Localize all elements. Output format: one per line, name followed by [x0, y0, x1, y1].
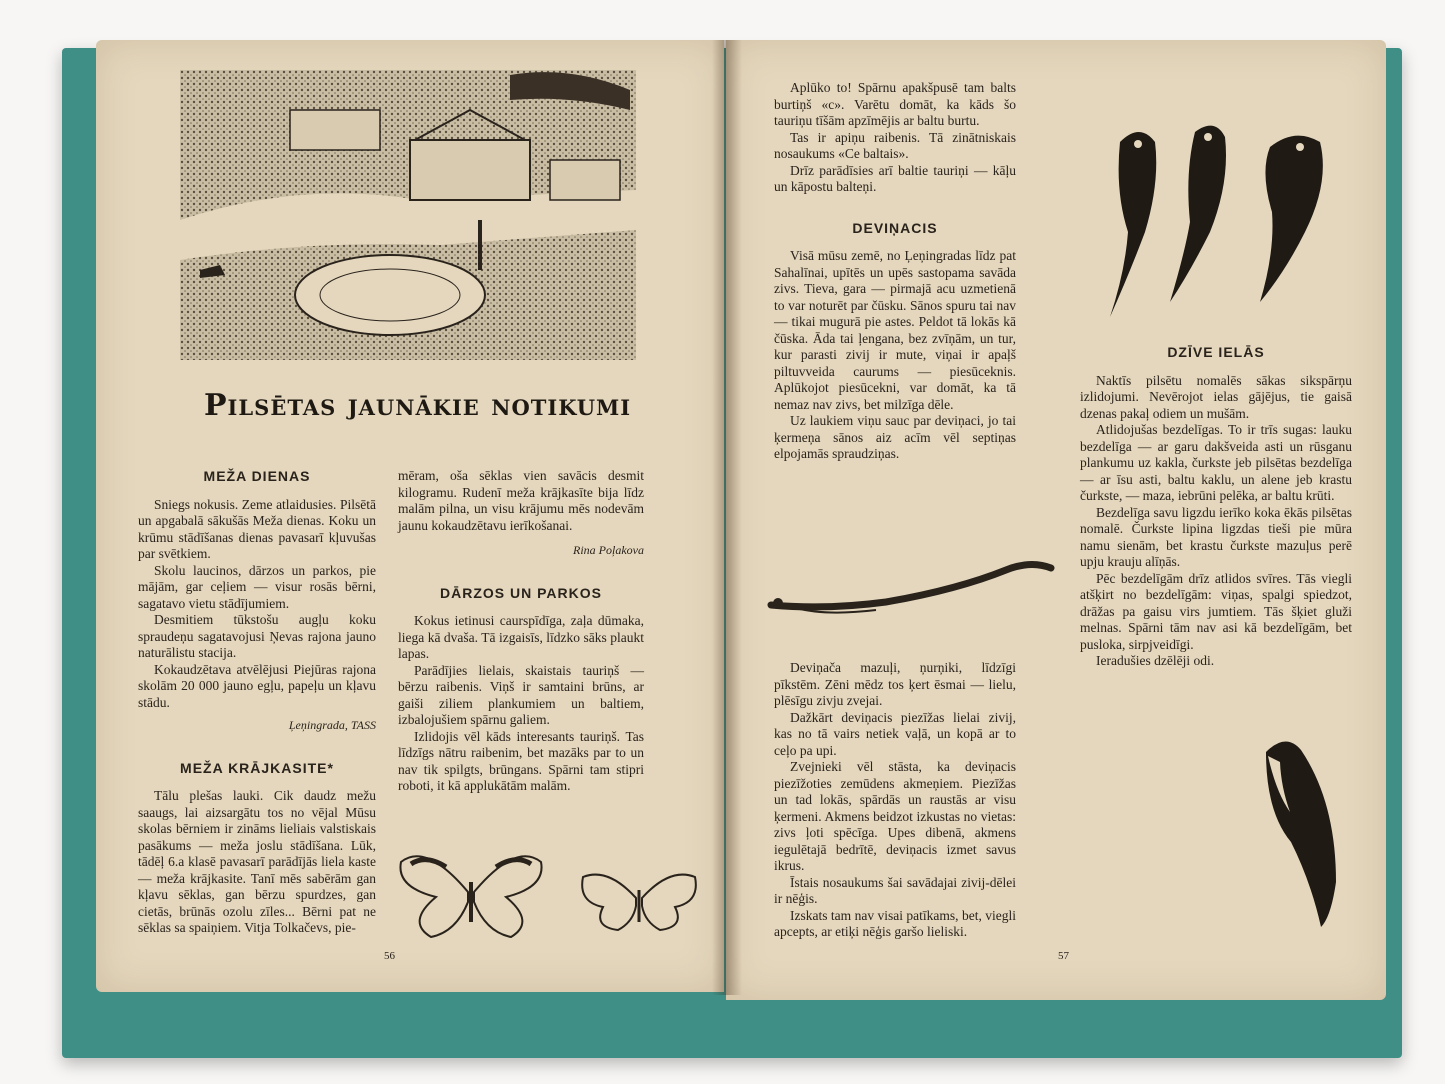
right-column-1: [774, 80, 1016, 463]
paragraph: Drīz parādīsies arī baltie tauriņi — kāļu un kāpostu balteņi.: [774, 162, 1016, 194]
paragraph: Naktīs pilsētu nomalēs sākas sikspārņu izlidojumi. Nevērojot ielas gājējus, tie gaisā dzenas pakaļ odiem un mušām.: [1080, 372, 1352, 421]
paragraph: Izlidojis vēl kāds interesants tauriņš. Tas līdzīgs nātru raibenim, bet mazāks par to un nav tik spilgts, brūngans. Spārni tam stipri roboti, it kā applukātām malām.: [398, 728, 644, 793]
heading-meza-dienas: MEŽA DIENAS: [203, 468, 311, 484]
signature: Rina Poļakova: [573, 543, 644, 557]
paragraph: Tālu plešas lauki. Cik daudz mežu saaugs, lai aizsargātu tos no vējal Mūsu skolas bērniem ir zināms lieliais valstiskais pasākums — meža joslu stādīšana. Lūk, tādēļ 6.a klasē pavasarī parādījās liela kaste — meža krājkasite. Tanī mēs sabērām gan kļavu sēklas, gan bērzu spurdzes, gan cietās, brūnās ozolu zīles... Bērni pat ne sēklas sa spaiņiem. Vitja Tolkačevs, pie-: [138, 788, 376, 935]
paragraph: Tas ir apiņu raibenis. Tā zinātniskais nosaukums «Ce baltais».: [774, 129, 1016, 161]
page-number: 56: [384, 950, 395, 962]
page-title: Pilsētas jaunākie notikumi: [204, 388, 632, 423]
right-column-1-continued: [774, 660, 1016, 941]
page-number: 57: [1058, 950, 1069, 962]
paragraph: Skolu laucinos, dārzos un parkos, pie mājām, gar ceļiem — visur rosās bērni, sagatavo vietu stādījumiem.: [138, 562, 376, 611]
martin-bird-illustration: [1246, 732, 1346, 932]
paragraph: Uz laukiem viņu sauc par deviņaci, jo tai ķermeņa sānos aiz acīm vēl septiņas elpojamās spraudziņas.: [774, 413, 1016, 461]
paragraph: Parādījies lielais, skaistais tauriņš — bērzu raibenis. Viņš ir samtaini brūns, ar gaiši ziliem plankumiem un baltiem, izbalojušiem spārnu galiem.: [398, 662, 644, 727]
paragraph: Kokaudzētava atvēlējusi Piejūras rajona skolām 20 000 jauno egļu, papeļu un kļavu stādu.: [138, 661, 376, 710]
left-page: [96, 40, 724, 992]
paragraph: Pēc bezdelīgām drīz atlidos svīres. Tās viegli atšķirt no bezdelīgām: viņas, spalgi spiedzot, drāžas pa gaisu virs jumtiem. Tās šķiet gluži melnas. Spārni tām nav asi kā bezdelīgām, bet pusloka, sirpjveidīgi.: [1080, 570, 1352, 652]
paragraph: Bezdelīga savu ligzdu ierīko koka ēkās pilsētas nomalē. Čurkste lipina ligzdas tieši pie mūra namu sienām, bet krastu čurkste mazuļus perē upju krauju alīņās.: [1080, 504, 1352, 569]
paragraph: Deviņača mazuļi, ņurņiki, līdzīgi pīkstēm. Zēni mēdz tos ķert ēsmai — lielu, plēsīgu zivju zvejai.: [774, 660, 1016, 708]
paragraph: Kokus ietinusi caurspīdīga, zaļa dūmaka, liega kā dvaša. Tā izgaisīs, līdzko sāks plaukt lapas.: [398, 613, 644, 661]
swallows-illustration: [1090, 102, 1354, 322]
right-page: [726, 40, 1386, 1000]
left-column-1: [138, 468, 376, 937]
city-square-illustration: [180, 70, 636, 360]
paragraph: Atlidojušas bezdelīgas. To ir trīs sugas: lauku bezdelīga — ar garu dakšveida asti un rūsganu plankumu uz kakla, čurkste jeb pilsētas bezdelīga — ar īsu asti, baltu kaklu, un alene jeb krastu čurkste, — maza, iebrūni pelēka, ar baltu krūti.: [1080, 422, 1352, 503]
paragraph: Izskats tam nav visai patīkams, bet, viegli apcepts, ar etiķi nēģis garšo lieliski.: [774, 907, 1016, 939]
heading-dzive-ielas: DZĪVE IELĀS: [1167, 344, 1265, 360]
left-column-2: [398, 468, 644, 795]
paragraph: Ieradušies dzēlēji odi.: [1096, 653, 1215, 668]
lamprey-illustration: [766, 550, 1056, 630]
heading-darzos-un-parkos: DĀRZOS UN PARKOS: [440, 584, 602, 601]
paragraph: Visā mūsu zemē, no Ļeņingradas līdz pat Sahalīnai, upītēs un upēs sastopama savāda zivs. Tieva, gara — pirmajā acu uzmetienā to var noturēt par čūsku. Sānos spuru tai nav — tikai mugurā pie astes. Peldot tā lokās kā čūska. Āda tai ļengana, bez zvīņām, un tur, kur parasti zivij ir mute, viņai ir apaļš piltuvveida caurums — piesūceknis. Aplūkojot piesūcekni, var domāt, ka tā nemaz nav zivs, bet milzīga dēle.: [774, 248, 1016, 412]
paragraph: Sniegs nokusis. Zeme atlaidusies. Pilsētā un apgabalā sākušās Meža dienas. Koku un krūmu stādīšanas dienas pavasarī kļuvušas par svētkiem.: [138, 496, 376, 561]
heading-meza-krajkasite: MEŽA KRĀJKASITE*: [180, 759, 334, 776]
paragraph: Desmitiem tūkstošu augļu koku spraudeņu sagatavojusi Ņevas rajona jauno naturālistu stacija.: [138, 612, 376, 660]
paragraph: Īstais nosaukums šai savādajai zivij-dēlei ir nēģis.: [774, 874, 1016, 906]
paragraph: mēram, oša sēklas vien savācis desmit kilogramu. Rudenī meža krājkasīte bija līdz malām pilna, un visu krājumu mēs nodevām jaunu kokaudzētavu ierīkošanai.: [398, 468, 644, 533]
right-column-2: [1080, 344, 1352, 670]
heading-devinacis: DEVIŅACIS: [852, 219, 938, 236]
butterfly-illustration-2: [578, 862, 700, 934]
book-gutter: [712, 40, 742, 995]
signature: Ļeņingrada, TASS: [288, 718, 376, 732]
paragraph: Zvejnieki vēl stāsta, ka deviņacis piezīžoties zemūdens akmeņiem. Piezīžas un tad lokās, spārdās un raustās ar visu ķermeni. Akmens beidzot izkustas no vietas: zivs ļoti spēcīga. Upes dibenā, akmens iegulētajā bedrītē, deviņacis izmet savus ikrus.: [774, 759, 1016, 873]
butterfly-illustration-1: [396, 842, 546, 942]
paragraph: Aplūko to! Spārnu apakšpusē tam balts burtiņš «c». Varētu domāt, ka kāds šo tauriņu tīšām apzīmējis ar baltu burtu.: [774, 80, 1016, 128]
paragraph: Dažkārt deviņacis piezīžas lielai zivij, kas no tā vairs netiek vaļā, un kopā ar to ceļo pa upi.: [774, 709, 1016, 758]
